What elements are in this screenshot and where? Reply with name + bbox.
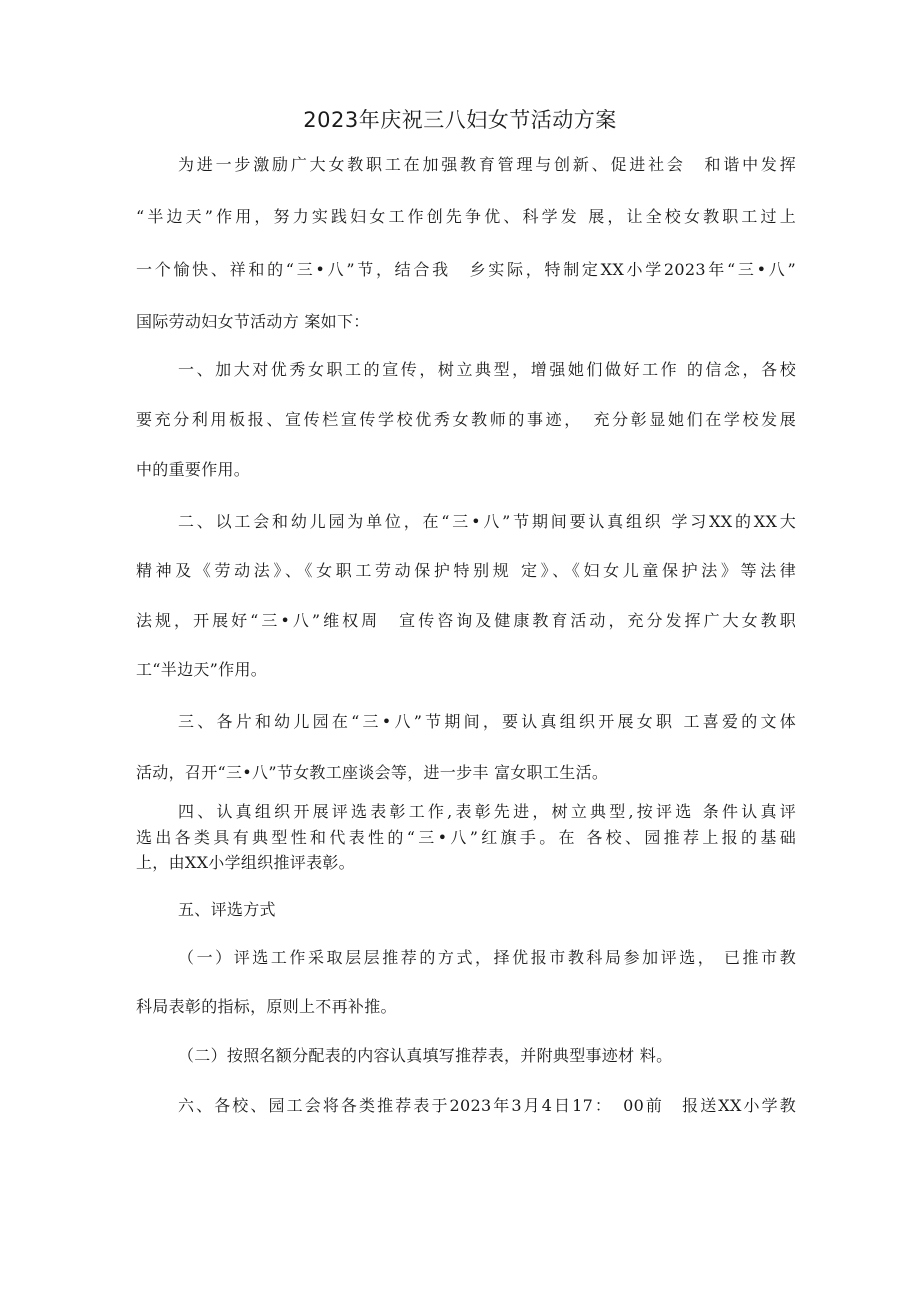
paragraph-line: 精神及《劳动法》、《女职工劳动保护特别规 定》、《妇女儿童保护法》等法律: [136, 561, 796, 580]
paragraph-line: 一、加大对优秀女职工的宣传，树立典型，增强她们做好工作 的信念，各校: [178, 360, 796, 379]
paragraph-line: 科局表彰的指标，原则上不再补推。: [136, 997, 397, 1016]
paragraph-line: 国际劳动妇女节活动方 案如下：: [136, 312, 370, 331]
section-heading: 五、评选方式: [178, 900, 276, 919]
paragraph-line: 一个愉快、祥和的“三•八”节，结合我 乡实际，特制定XX小学2023年“三•八”: [136, 260, 796, 279]
paragraph-line: 四、认真组织开展评选表彰工作,表彰先进，树立典型,按评选 条件认真评: [178, 802, 796, 821]
paragraph-line: （二）按照名额分配表的内容认真填写推荐表，并附典型事迹材 料。: [178, 1046, 673, 1065]
paragraph-line: 三、各片和幼儿园在“三•八”节期间，要认真组织开展女职 工喜爱的文体: [178, 712, 796, 731]
paragraph-line: 工“半边天”作用。: [136, 660, 268, 679]
paragraph-line: 中的重要作用。: [136, 460, 251, 479]
paragraph-line: 活动，召开“三•八”节女教工座谈会等，进一步丰 富女职工生活。: [136, 763, 609, 782]
document-title: 2023年庆祝三八妇女节活动方案: [303, 108, 617, 132]
paragraph-line: 六、各校、园工会将各类推荐表于2023年3月4日17： 00前 报送XX小学教: [178, 1096, 796, 1115]
paragraph-line: 二、以工会和幼儿园为单位，在“三•八”节期间要认真组织 学习XX的XX大: [178, 512, 796, 531]
paragraph-line: 为进一步激励广大女教职工在加强教育管理与创新、促进社会 和谐中发挥: [178, 155, 796, 174]
paragraph-line: 法规，开展好“三•八”维权周 宣传咨询及健康教育活动，充分发挥广大女教职: [136, 611, 796, 630]
paragraph-line: “半边天”作用，努力实践妇女工作创先争优、科学发 展，让全校女教职工过上: [136, 207, 796, 226]
paragraph-line: （一）评选工作采取层层推荐的方式，择优报市教科局参加评选， 已推市教: [178, 948, 796, 967]
paragraph-line: 上，由XX小学组织推评表彰。: [136, 853, 355, 872]
paragraph-line: 要充分利用板报、宣传栏宣传学校优秀女教师的事迹， 充分彰显她们在学校发展: [136, 410, 796, 429]
paragraph-line: 选出各类具有典型性和代表性的“三•八”红旗手。在 各校、园推荐上报的基础: [136, 828, 796, 847]
